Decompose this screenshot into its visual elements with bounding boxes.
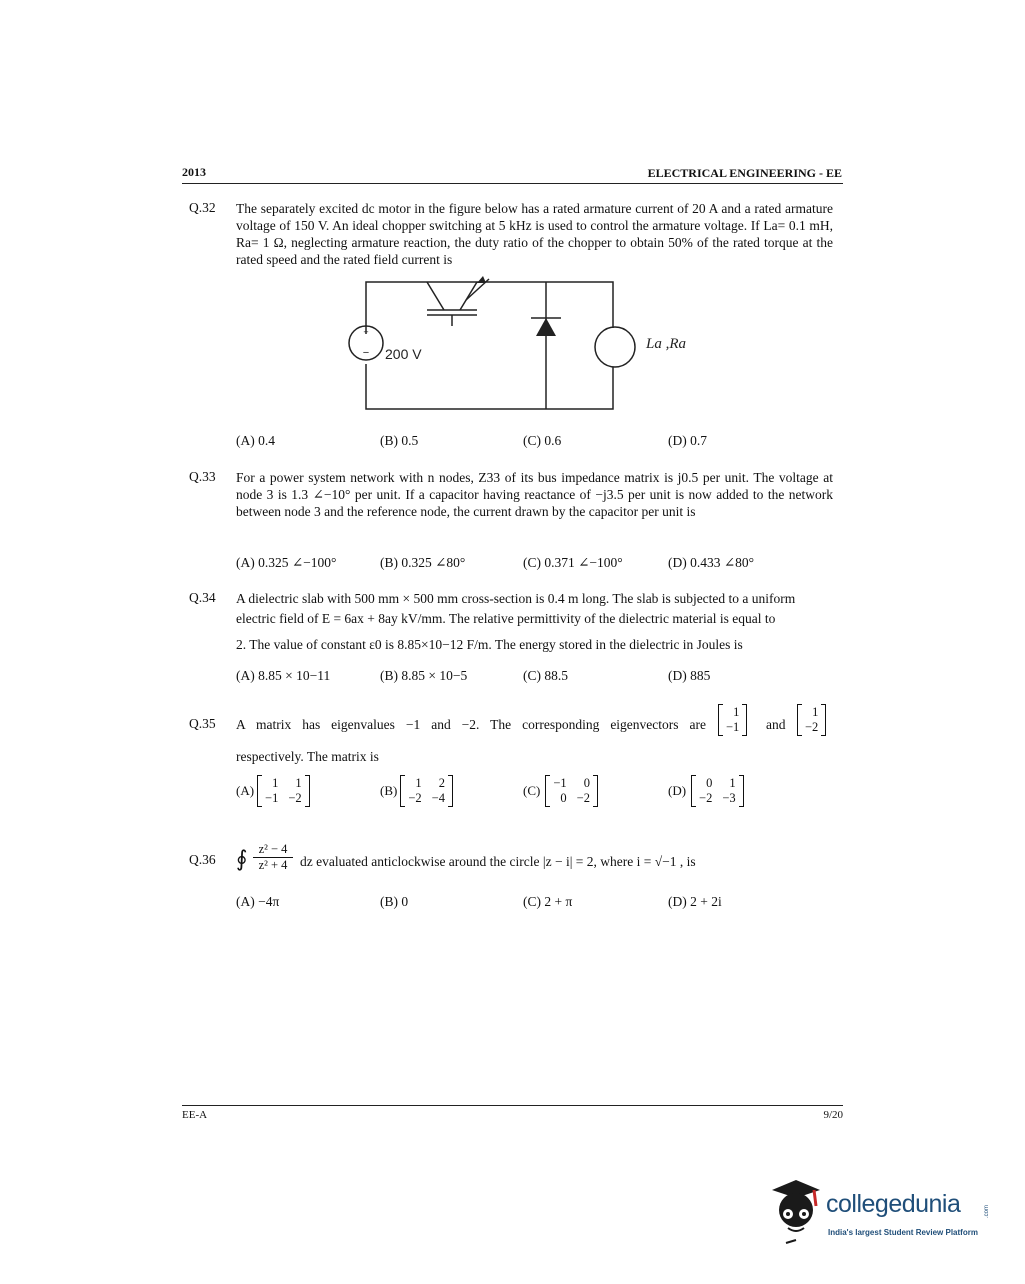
q34-option-d: (D) 885 — [668, 668, 711, 683]
q32-option-d: (D) 0.7 — [668, 433, 707, 448]
q36-option-b: (B) 0 — [380, 894, 409, 909]
q36-denominator: z² + 4 — [258, 858, 288, 872]
q32-circuit-diagram — [340, 272, 710, 417]
q35-text-2: respectively. The matrix is — [236, 749, 379, 764]
q35-option-d: (D) 0 1 −2 −3 — [668, 775, 744, 807]
q34-option-a: (A) 8.85 × 10−11 — [236, 668, 331, 683]
q34-option-b: (B) 8.85 × 10−5 — [380, 668, 468, 683]
exam-year: 2013 — [182, 165, 206, 179]
q33-option-b: (B) 0.325 ∠80° — [380, 555, 466, 570]
q36-option-c: (C) 2 + π — [523, 894, 573, 909]
paper-code: EE-A — [182, 1109, 208, 1121]
chopper-emitter — [460, 282, 477, 310]
q35-option-c: (C) −1 0 0 −2 — [523, 775, 598, 807]
circuit-top-wire — [366, 282, 613, 334]
q34-line-2: electric field of E = 6ax + 8ay kV/mm. The relative permittivity of the dielectric material is equal to — [236, 611, 776, 626]
q32-option-a: (A) 0.4 — [236, 433, 275, 448]
chopper-arrow-head — [477, 276, 486, 283]
circuit-bottom-wire — [366, 364, 613, 409]
q36-text: dz evaluated anticlockwise around the circle |z − i| = 2, where i = √−1 , is — [300, 854, 696, 869]
eigenvector-1: 1 −1 — [718, 704, 747, 736]
q33-option-d: (D) 0.433 ∠80° — [668, 555, 755, 570]
motor-parameters-label: La ,Ra — [646, 336, 687, 352]
source-plus-sign: + — [363, 327, 369, 337]
q34-number: Q.34 — [189, 590, 216, 605]
footer-rule — [182, 1105, 843, 1106]
source-minus-sign: − — [362, 347, 370, 359]
q35-and-word: and — [766, 717, 786, 732]
collegedunia-logo-name: collegedunia — [826, 1190, 961, 1218]
exam-subject: ELECTRICAL ENGINEERING - EE — [647, 166, 842, 180]
q32-number: Q.32 — [189, 200, 216, 215]
q32-option-c: (C) 0.6 — [523, 433, 562, 448]
q36-option-d: (D) 2 + 2i — [668, 894, 722, 909]
q32-option-b: (B) 0.5 — [380, 433, 419, 448]
chopper-collector — [427, 282, 444, 310]
q35-option-a: (A) 1 1 −1 −2 — [236, 775, 310, 807]
q33-option-c: (C) 0.371 ∠−100° — [523, 555, 623, 570]
q33-number: Q.33 — [189, 469, 216, 484]
collegedunia-logo-com: .com — [984, 1204, 990, 1218]
q33-option-a: (A) 0.325 ∠−100° — [236, 555, 337, 570]
q36-numerator: z² − 4 — [258, 842, 288, 856]
q35-text: A matrix has eigenvalues −1 and −2. The corresponding eigenvectors are — [236, 717, 706, 732]
eigenvector-2: 1 −2 — [797, 704, 826, 736]
q36-number: Q.36 — [189, 852, 216, 867]
motor-symbol — [595, 327, 635, 367]
q34-line-3: 2. The value of constant ε0 is 8.85×10−12 F/m. The energy stored in the dielectric in Joules is — [236, 637, 743, 652]
q34-line-1: A dielectric slab with 500 mm × 500 mm cross-section is 0.4 m long. The slab is subjected to a uniform — [236, 591, 796, 606]
q33-text: For a power system network with n nodes, Z33 of its bus impedance matrix is j0.5 per unit. The voltage at node 3 is 1.3 ∠−10° per unit. If a capacitor having reactance of −j3.5 per unit is now added to the network between node 3 and the reference node, the current drawn by the capacitor per unit is — [236, 470, 833, 519]
header-rule — [182, 183, 843, 184]
q32-text: The separately excited dc motor in the figure below has a rated armature current of 20 A and a rated armature voltage of 150 V. An ideal chopper switching at 5 kHz is used to control the armature voltage. If La= 0.1 mH, Ra= 1 Ω, neglecting armature reaction, the duty ratio of the chopper to obtain 50% of the rated torque at the rated speed and the rated field current is — [236, 201, 833, 267]
q35-option-b: (B) 1 2 −2 −4 — [380, 775, 453, 807]
diode-icon — [536, 318, 556, 336]
source-voltage-label: 200 V — [385, 346, 422, 362]
collegedunia-tagline: India's largest Student Review Platform — [828, 1228, 978, 1237]
q34-option-c: (C) 88.5 — [523, 668, 568, 683]
page-number: 9/20 — [823, 1109, 843, 1121]
q36-fraction — [253, 842, 293, 873]
q36-option-a: (A) −4π — [236, 894, 280, 909]
collegedunia-mascot-icon — [766, 1176, 826, 1246]
contour-integral-icon: ∮ — [236, 846, 248, 871]
q35-number: Q.35 — [189, 716, 216, 731]
